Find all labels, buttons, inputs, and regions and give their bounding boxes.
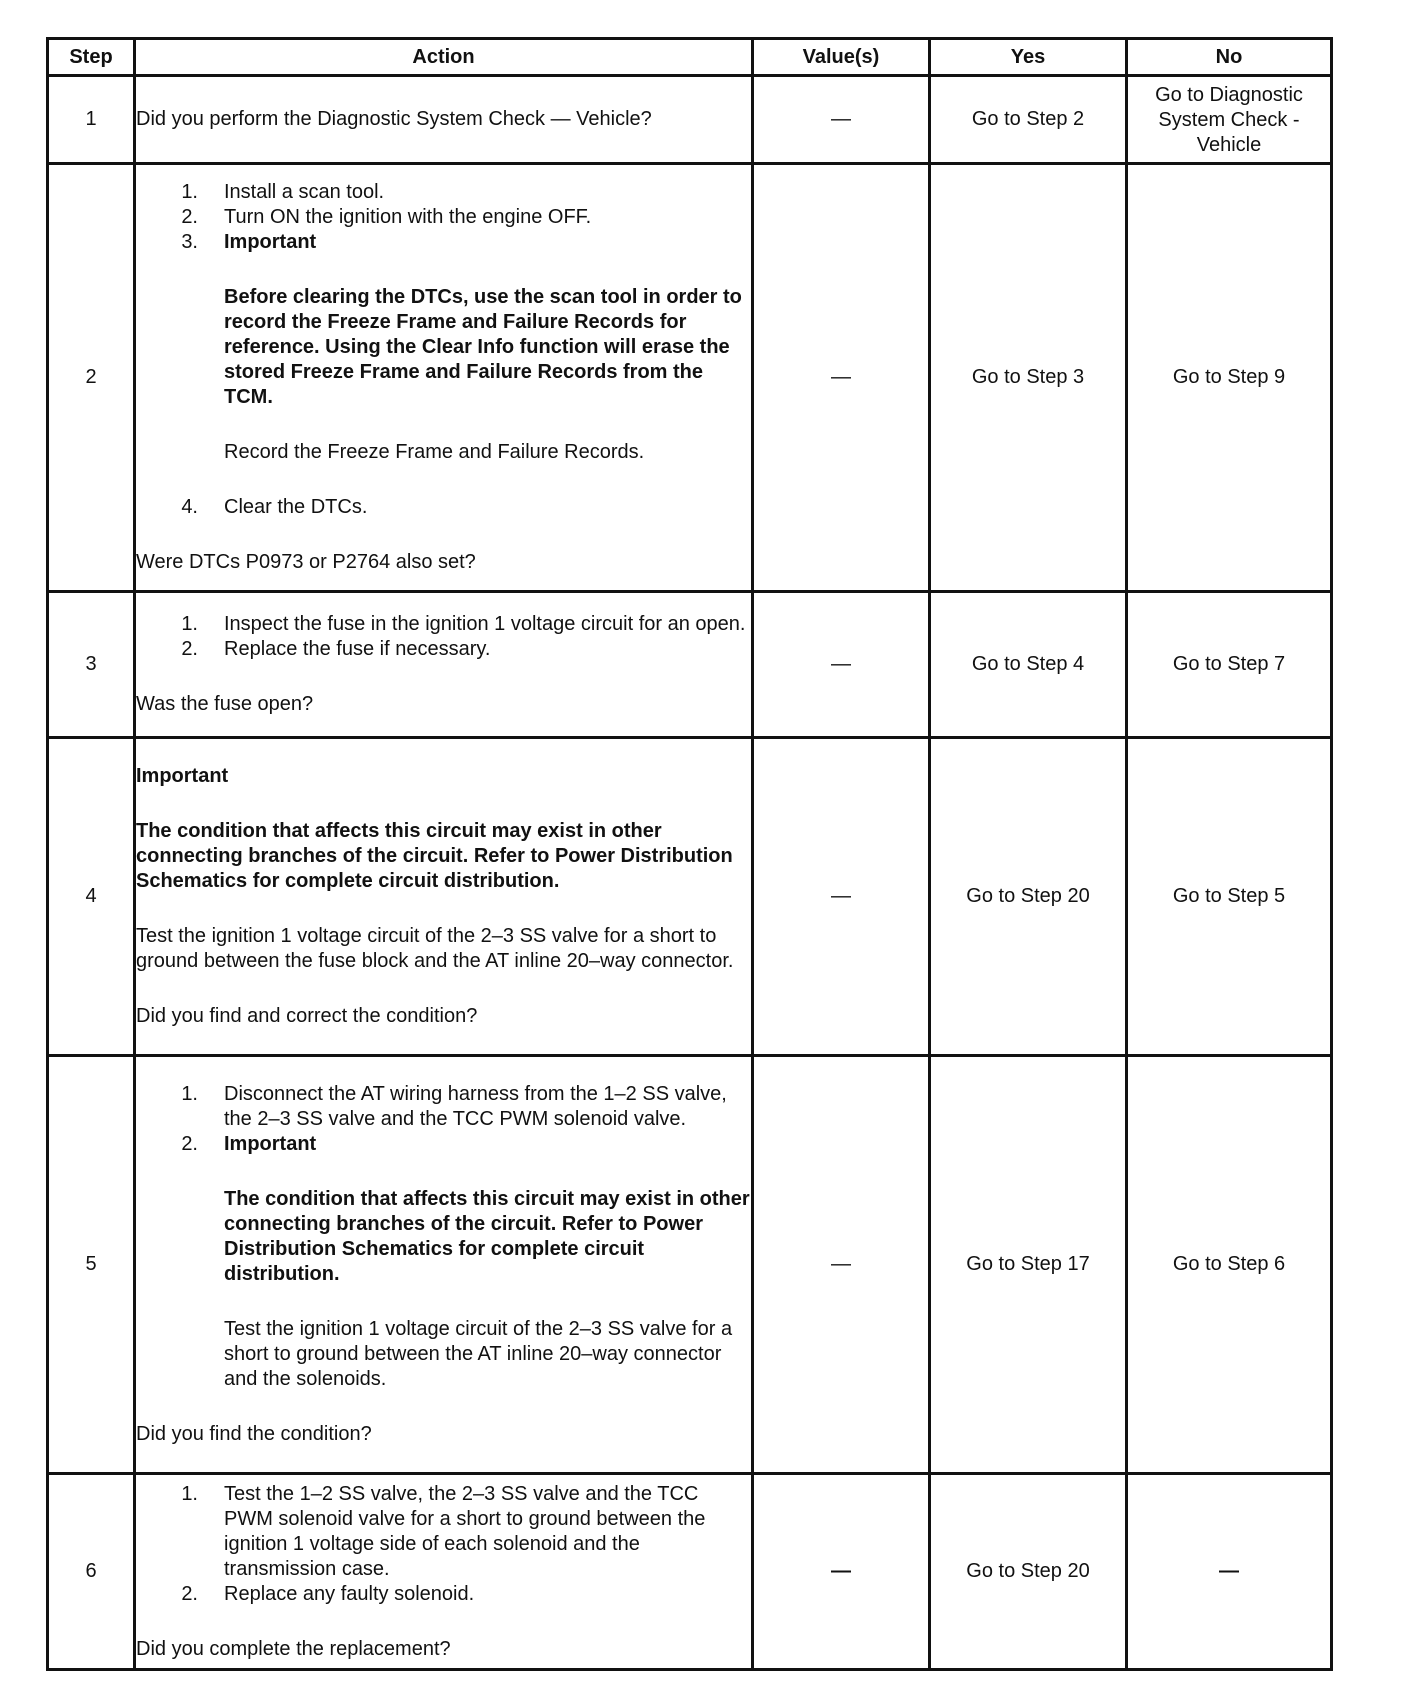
header-yes: Yes [930,39,1127,76]
instruction-text: Test the ignition 1 voltage circuit of the 2–3 SS valve for a short to ground between the fuse block and the AT inline 20–way connector. [136,925,734,972]
action-cell [135,164,753,592]
question-text: Did you perform the Diagnostic System Check — Vehicle? [136,108,652,130]
yes-cell: Go to Step 3 [930,164,1127,592]
action-cell [135,1056,753,1474]
value-cell: — [753,1056,930,1474]
step-number: 6 [48,1474,135,1670]
list-item: 1. Disconnect the AT wiring harness from the 1–2 SS valve, the 2–3 SS valve and the TCC PWM solenoid valve. [181,1083,727,1130]
important-label: Important [136,765,229,787]
instruction-text: Record the Freeze Frame and Failure Records. [224,441,645,463]
step-number: 2 [48,164,135,592]
no-cell: — [1127,1474,1332,1670]
table-row [48,1056,1332,1474]
table-row [48,738,1332,1056]
important-note: Before clearing the DTCs, use the scan tool in order to record the Freeze Frame and Failure Records for reference. Using the Clear Info function will erase the stored Freeze Frame and Failure Records from the TCM. [224,286,742,408]
yes-cell: Go to Step 2 [930,76,1127,164]
list-item: 2. Important [181,1133,317,1155]
list-item: 3. Important [181,231,317,253]
list-item: 4. Clear the DTCs. [181,496,368,518]
yes-cell: Go to Step 20 [930,1474,1127,1670]
table-row [48,592,1332,738]
list-item: 1. Install a scan tool. [181,181,385,203]
list-item: 1. Test the 1–2 SS valve, the 2–3 SS valve and the TCC PWM solenoid valve for a short to ground between the ignition 1 voltage side of each solenoid and the transmission case. [181,1482,706,1580]
table-row [48,1474,1332,1670]
diagnostic-table [46,37,1333,1671]
yes-cell: Go to Step 4 [930,592,1127,738]
step-number: 3 [48,592,135,738]
question-text: Did you complete the replacement? [136,1637,451,1660]
header-action: Action [135,39,753,76]
question-text: Did you find the condition? [136,1423,372,1445]
value-cell: — [753,1474,930,1670]
value-cell: — [753,164,930,592]
header-value: Value(s) [753,39,930,76]
list-item: 2. Replace the fuse if necessary. [181,638,491,660]
question-text: Were DTCs P0973 or P2764 also set? [136,551,476,573]
action-cell [135,1474,753,1670]
list-item: 1. Inspect the fuse in the ignition 1 voltage circuit for an open. [181,613,746,635]
question-text: Did you find and correct the condition? [136,1005,478,1027]
important-note: The condition that affects this circuit may exist in other connecting branches of the circuit. Refer to Power Distribution Schematics for complete circuit distribution. [224,1188,750,1285]
list-item: 2. Turn ON the ignition with the engine OFF. [181,206,592,228]
value-cell: — [753,592,930,738]
instruction-text: Test the ignition 1 voltage circuit of the 2–3 SS valve for a short to ground between the AT inline 20–way connector and the solenoids. [224,1318,733,1390]
header-step: Step [48,39,135,76]
no-cell: Go to Diagnostic System Check - Vehicle [1127,76,1332,164]
table-row [48,76,1332,164]
action-cell [135,76,753,164]
no-cell: Go to Step 5 [1127,738,1332,1056]
step-number: 4 [48,738,135,1056]
no-cell: Go to Step 7 [1127,592,1332,738]
header-row [48,39,1332,76]
action-cell [135,592,753,738]
yes-cell: Go to Step 20 [930,738,1127,1056]
header-no: No [1127,39,1332,76]
value-cell: — [753,76,930,164]
no-cell: Go to Step 9 [1127,164,1332,592]
step-number: 1 [48,76,135,164]
table-row [48,164,1332,592]
important-note: The condition that affects this circuit may exist in other connecting branches of the circuit. Refer to Power Distribution Schematics for complete circuit distribution. [136,820,733,892]
yes-cell: Go to Step 17 [930,1056,1127,1474]
step-number: 5 [48,1056,135,1474]
value-cell: — [753,738,930,1056]
action-cell [135,738,753,1056]
no-cell: Go to Step 6 [1127,1056,1332,1474]
question-text: Was the fuse open? [136,693,314,715]
list-item: 2. Replace any faulty solenoid. [181,1582,475,1605]
